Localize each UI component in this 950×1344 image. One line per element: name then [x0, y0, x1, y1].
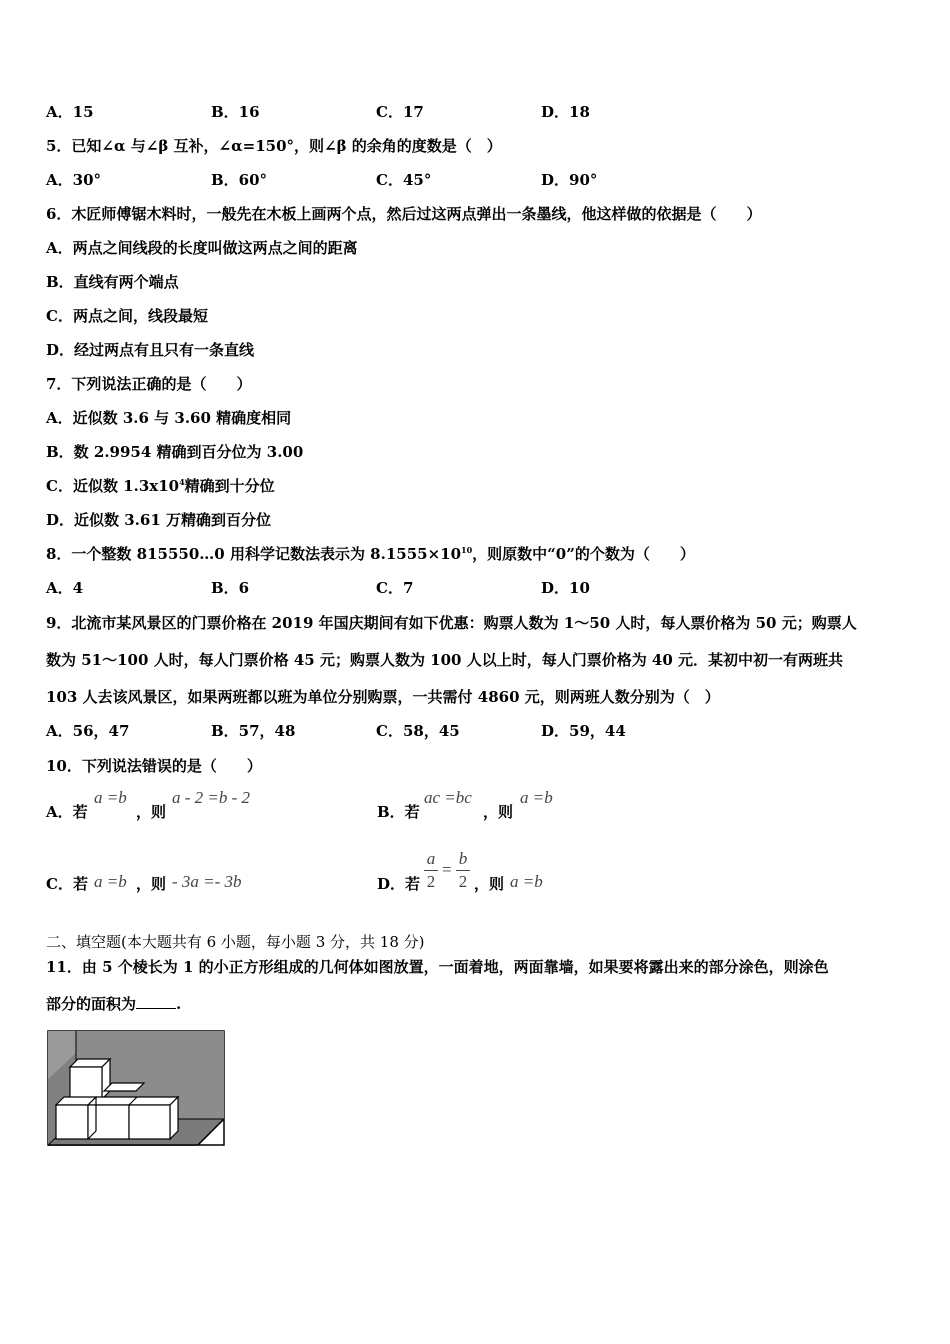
q5-stem: 5．已知∠α 与∠β 互补，∠α=150°，则∠β 的余角的度数是（ ）	[46, 137, 502, 155]
q7-option-b: B．数 2.9954 精确到百分位为 3.00	[46, 443, 304, 461]
q4-option-c: C．17	[376, 103, 424, 121]
q6-option-b: B．直线有两个端点	[46, 273, 179, 291]
q9-stem-line2: 数为 51～100 人时，每人门票价格 45 元；购票人数为 100 人以上时，每人门票价格为 40 元．某初中初一有两班共	[46, 651, 844, 669]
q6-stem: 6．木匠师傅锯木料时，一般先在木板上画两个点，然后过这两点弹出一条墨线，他这样做的依据是（ ）	[46, 205, 762, 223]
q11-stem-line2	[46, 994, 181, 1014]
q9-option-b: B．57，48	[211, 722, 296, 740]
q9-stem-line1: 9．北流市某风景区的门票价格在 2019 年国庆期间有如下优惠：购票人数为 1～50 人时，每人票价格为 50 元；购票人	[46, 614, 857, 632]
q5-option-b: B．60°	[211, 171, 268, 189]
q8-option-a: A．4	[46, 579, 84, 597]
q10-option-b-result: a =b	[520, 788, 553, 807]
q7-option-d: D．近似数 3.61 万精确到百分位	[46, 511, 271, 529]
q10-option-b-then: ，则	[483, 803, 514, 821]
q10-option-c-label: C．若	[46, 875, 88, 893]
cube-row-front	[88, 1097, 178, 1139]
cube-stack-diagram-icon	[46, 1029, 226, 1149]
q10-option-c-result: - 3a =- 3b	[172, 872, 242, 891]
q10-stem: 10．下列说法错误的是（ ）	[46, 757, 262, 775]
section-2-heading: 二、填空题(本大题共有 6 小题，每小题 3 分，共 18 分)	[46, 933, 425, 951]
q5-option-d: D．90°	[541, 171, 598, 189]
q10-option-a-label: A．若	[46, 803, 88, 821]
q10-option-b-label: B．若	[377, 803, 420, 821]
q6-option-c: C．两点之间，线段最短	[46, 307, 208, 325]
q10-option-d-equals: =	[442, 860, 452, 879]
q9-stem-line3: 103 人去该风景区，如果两班都以班为单位分别购票，一共需付 4860 元，则两班人数分别为（ ）	[46, 688, 720, 706]
q7-option-c-exponent: 4	[179, 477, 185, 487]
q5-options	[46, 170, 906, 192]
q10-option-c-then: ，则	[136, 875, 167, 893]
cube-bottom-middle	[104, 1083, 144, 1091]
q10-option-d-denominator-a: 2	[426, 872, 436, 891]
q10-option-d-fraction-bar-2	[456, 870, 470, 871]
q10-option-d-fraction-bar-1	[424, 870, 438, 871]
q6-option-a: A．两点之间线段的长度叫做这两点之间的距离	[46, 239, 358, 257]
q7-option-c-text: C．近似数 1.3x10	[46, 477, 180, 495]
q10-option-a-condition: a =b	[94, 788, 127, 807]
q8-stem-exponent: 10	[461, 545, 473, 555]
q4-option-b: B．16	[211, 103, 260, 121]
q8-option-c: C．7	[376, 579, 414, 597]
cube-top	[70, 1059, 110, 1099]
q8-stem-text: 8．一个整数 815550…0 用科学记数法表示为 8.1555×10	[46, 545, 462, 563]
q7-option-c	[46, 476, 275, 496]
q7-option-c-tail: 精确到十分位	[184, 477, 275, 495]
q9-option-a: A．56，47	[46, 722, 130, 740]
q11-stem-line2-text: 部分的面积为	[46, 995, 137, 1013]
q10-option-d-label: D．若	[377, 875, 421, 893]
q11-stem-line1: 11．由 5 个棱长为 1 的小正方形组成的几何体如图放置，一面着地，两面靠墙，如果要将露出来的部分涂色，则涂色	[46, 958, 829, 976]
q5-option-c: C．45°	[376, 171, 432, 189]
q10-option-a-then: ，则	[136, 803, 167, 821]
q10-option-d-then: ，则	[474, 875, 505, 893]
q6-option-d: D．经过两点有且只有一条直线	[46, 341, 255, 359]
q4-options	[46, 102, 906, 124]
q7-option-a: A．近似数 3.6 与 3.60 精确度相同	[46, 409, 292, 427]
q8-options	[46, 578, 906, 600]
q10-option-d-numerator-b: b	[458, 849, 468, 868]
q10-option-b-condition: ac =bc	[424, 788, 472, 807]
q8-option-b: B．6	[211, 579, 250, 597]
q11-stem-line2-tail: .	[176, 995, 182, 1013]
q10-option-a-result: a - 2 =b - 2	[172, 788, 251, 807]
q4-option-a: A．15	[46, 103, 94, 121]
q5-option-a: A．30°	[46, 171, 102, 189]
q9-option-d: D．59，44	[541, 722, 626, 740]
q11-answer-blank	[136, 994, 176, 1009]
q8-stem	[46, 544, 695, 564]
q9-options	[46, 721, 906, 743]
q10-option-d-result: a =b	[510, 872, 543, 891]
q8-option-d: D．10	[541, 579, 590, 597]
q9-option-c: C．58，45	[376, 722, 460, 740]
q4-option-d: D．18	[541, 103, 590, 121]
q10-option-c-condition: a =b	[94, 872, 127, 891]
q10-option-d-denominator-b: 2	[458, 872, 468, 891]
q8-stem-tail: ，则原数中“0”的个数为（ ）	[472, 545, 695, 563]
q7-stem: 7．下列说法正确的是（ ）	[46, 375, 252, 393]
q10-option-d-numerator-a: a	[426, 849, 436, 868]
